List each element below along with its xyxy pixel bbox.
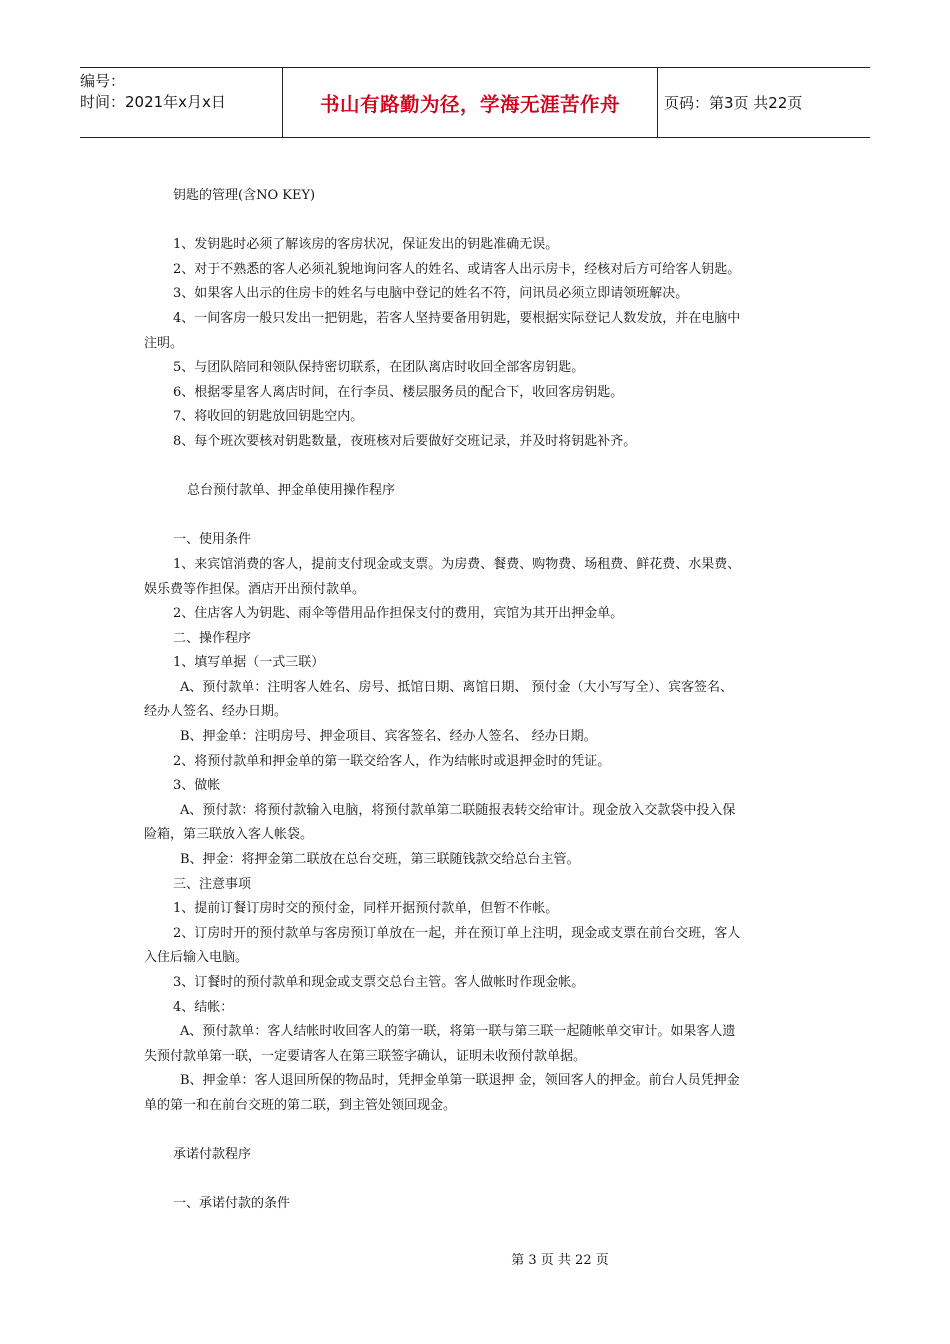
page-footer [0,1249,950,1268]
paragraph-line: A、预付款单：注明客人姓名、房号、抵馆日期、离馆日期、 预付金（大小写写全）、宾客签名、 [180,679,734,695]
paragraph-line: 2、订房时开的预付款单与客房预订单放在一起，并在预订单上注明，现金或支票在前台交班，客人 [173,925,741,941]
header-meta [80,68,282,137]
header-motto: 书山有路勤为径，学海无涯苦作舟 [319,92,620,116]
section-title-key-management: 钥匙的管理(含NO KEY) [173,188,316,203]
document-body [144,184,812,1217]
paragraph-line: 经办人签名、经办日期。 [144,704,288,720]
paragraph-line: 1、来宾馆消费的客人，提前支付现金或支票。为房费、餐费、购物费、场租费、鲜花费、水果费、 [173,556,741,572]
paragraph-line: 1、发钥匙时必须了解该房的客房状况，保证发出的钥匙准确无误。 [173,237,559,253]
paragraph-line: B、押金单：注明房号、押金项目、宾客签名、经办人签名、 经办日期。 [180,729,597,745]
paragraph-line: 注明。 [144,335,184,351]
paragraph-line: 3、订餐时的预付款单和现金或支票交总台主管。客人做帐时作现金帐。 [173,975,585,990]
paragraph-line: 4、一间客房一般只发出一把钥匙，若客人坚持要备用钥匙，要根据实际登记人数发放，并在电脑中 [173,310,741,326]
paragraph-line: A、预付款：将预付款输入电脑，将预付款单第二联随报表转交给审计。现金放入交款袋中投入保 [180,802,736,818]
paragraph-line: 险箱，第三联放入客人帐袋。 [144,827,314,843]
paragraph-line: 2、将预付款单和押金单的第一联交给客人，作为结帐时或退押金时的凭证。 [173,753,611,769]
subheading: 一、使用条件 [173,532,252,548]
paragraph-line: 3、如果客人出示的住房卡的姓名与电脑中登记的姓名不符，问讯员必须立即请领班解决。 [173,286,689,302]
paragraph-line: 失预付款单第一联，一定要请客人在第三联签字确认，证明未收预付款单据。 [144,1048,587,1064]
header-motto-cell [282,68,658,137]
page-header [80,67,870,138]
paragraph-line: B、押金单：客人退回所保的物品时，凭押金单第一联退押 金，领回客人的押金。前台人员凭押金 [180,1073,740,1089]
paragraph-line: 4、结帐： [173,999,234,1015]
paragraph-line: 3、做帐 [173,778,221,794]
paragraph-line: 单的第一和在前台交班的第二联，到主管处领回现金。 [144,1097,457,1113]
header-page-cell [656,68,870,137]
document-date-label: 时间：2021年x月x日 [80,93,226,111]
footer-page-number: 第 3 页 共 22 页 [511,1253,609,1268]
paragraph-line: 5、与团队陪同和领队保持密切联系，在团队离店时收回全部客房钥匙。 [173,360,585,376]
paragraph-line: 1、提前订餐订房时交的预付金，同样开据预付款单，但暂不作帐。 [173,901,559,917]
paragraph-line: A、预付款单：客人结帐时收回客人的第一联，将第一联与第三联一起随帐单交审计。如果客人遗 [180,1024,736,1040]
header-page-label: 页码：第3页 共22页 [664,94,803,112]
section-title-prepayment: 总台预付款单、押金单使用操作程序 [187,483,396,499]
paragraph-line: 2、对于不熟悉的客人必须礼貌地询问客人的姓名、或请客人出示房卡，经核对后方可给客人钥匙。 [173,261,741,277]
subheading: 三、注意事项 [173,876,252,892]
paragraph-line: 1、填写单据（一式三联） [173,655,325,671]
document-number-label: 编号： [80,72,126,90]
paragraph-line: 娱乐费等作担保。酒店开出预付款单。 [144,581,366,597]
paragraph-line: B、押金：将押金第二联放在总台交班，第三联随钱款交给总台主管。 [180,852,580,868]
paragraph-line: 入住后输入电脑。 [144,950,249,966]
subheading: 一、承诺付款的条件 [173,1196,291,1212]
section-title-payment-promise: 承诺付款程序 [173,1147,252,1163]
paragraph-line: 6、根据零星客人离店时间，在行李员、楼层服务员的配合下，收回客房钥匙。 [173,384,624,400]
paragraph-line: 2、住店客人为钥匙、雨伞等借用品作担保支付的费用，宾馆为其开出押金单。 [173,606,624,622]
paragraph-line: 7、将收回的钥匙放回钥匙空内。 [173,409,364,425]
paragraph-line: 8、每个班次要核对钥匙数量，夜班核对后要做好交班记录，并及时将钥匙补齐。 [173,433,637,449]
subheading: 二、操作程序 [173,630,252,646]
